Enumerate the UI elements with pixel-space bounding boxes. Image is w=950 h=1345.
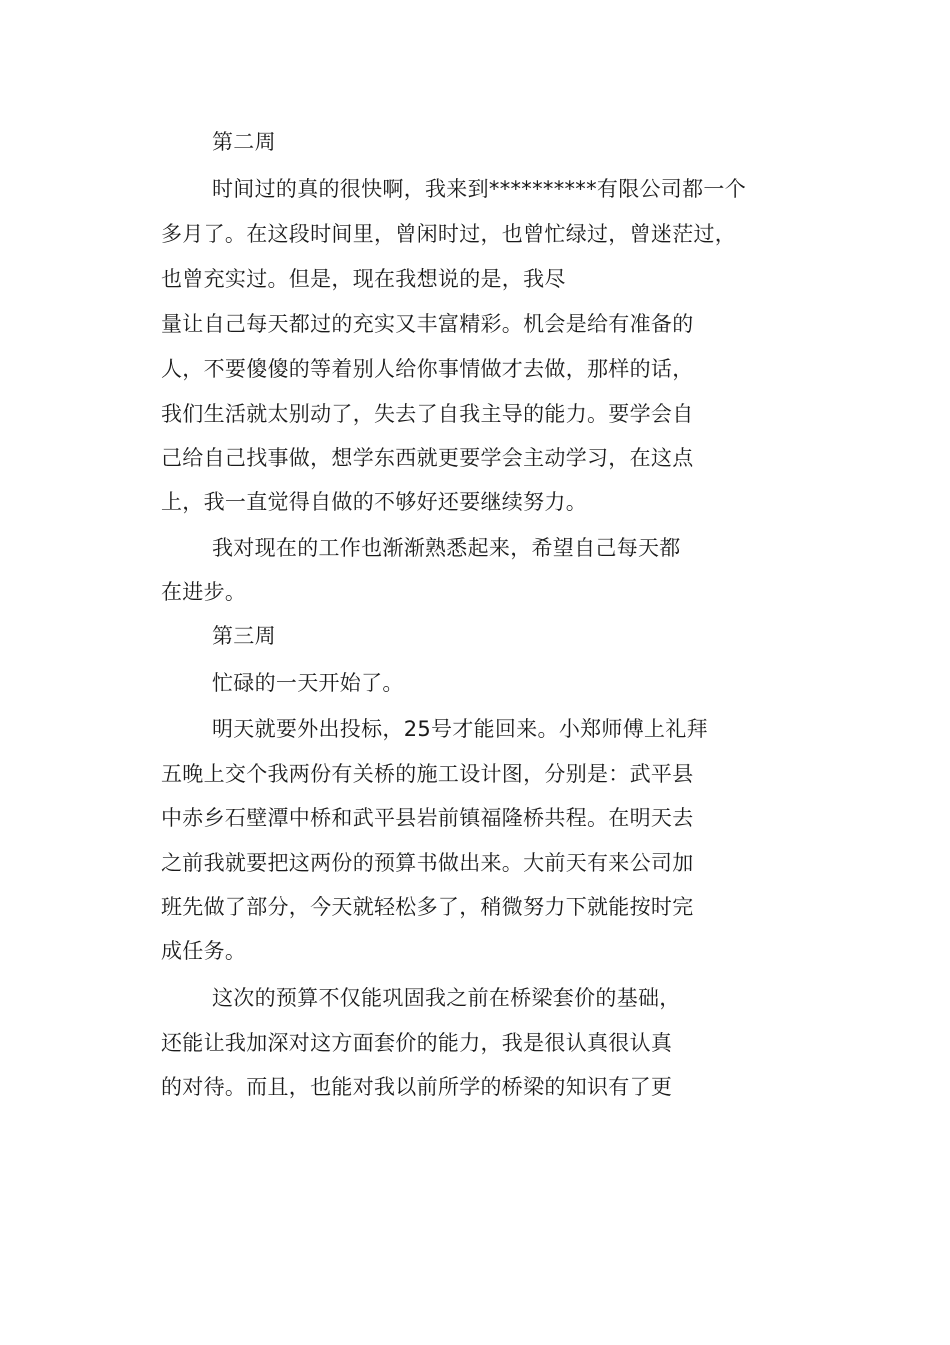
paragraph-line: 中赤乡石壁潭中桥和武平县岩前镇福隆桥共程。在明天去 [161,806,694,830]
section-heading-week-3: 第三周 [212,624,276,648]
section-heading-week-2: 第二周 [212,130,276,154]
paragraph-line: 忙碌的一天开始了。 [212,671,404,695]
paragraph-line: 己给自己找事做，想学东西就更要学会主动学习，在这点 [161,446,694,470]
paragraph-line: 的对待。而且，也能对我以前所学的桥梁的知识有了更 [161,1075,673,1099]
paragraph-line: 我们生活就太别动了，失去了自我主导的能力。要学会自 [161,402,694,426]
paragraph-line: 也曾充实过。但是，现在我想说的是，我尽 [161,267,566,291]
paragraph-line: 之前我就要把这两份的预算书做出来。大前天有来公司加 [161,851,694,875]
paragraph-line: 人，不要傻傻的等着别人给你事情做才去做，那样的话， [161,357,694,381]
paragraph-line: 还能让我加深对这方面套价的能力，我是很认真很认真 [161,1031,673,1055]
paragraph-line: 成任务。 [161,939,247,963]
paragraph-line: 这次的预算不仅能巩固我之前在桥梁套价的基础， [212,986,681,1010]
paragraph-line: 班先做了部分，今天就轻松多了，稍微努力下就能按时完 [161,895,694,919]
paragraph-line: 明天就要外出投标，25号才能回来。小郑师傅上礼拜 [212,717,708,741]
paragraph-line: 时间过的真的很快啊，我来到**********有限公司都一个 [212,177,746,201]
paragraph-line: 量让自己每天都过的充实又丰富精彩。机会是给有准备的 [161,312,694,336]
paragraph-line: 五晚上交个我两份有关桥的施工设计图，分别是：武平县 [161,762,694,786]
paragraph-line: 在进步。 [161,580,247,604]
paragraph-line: 我对现在的工作也渐渐熟悉起来，希望自己每天都 [212,536,681,560]
paragraph-line: 上，我一直觉得自做的不够好还要继续努力。 [161,490,587,514]
paragraph-line: 多月了。在这段时间里，曾闲时过，也曾忙绿过，曾迷茫过， [161,222,737,246]
